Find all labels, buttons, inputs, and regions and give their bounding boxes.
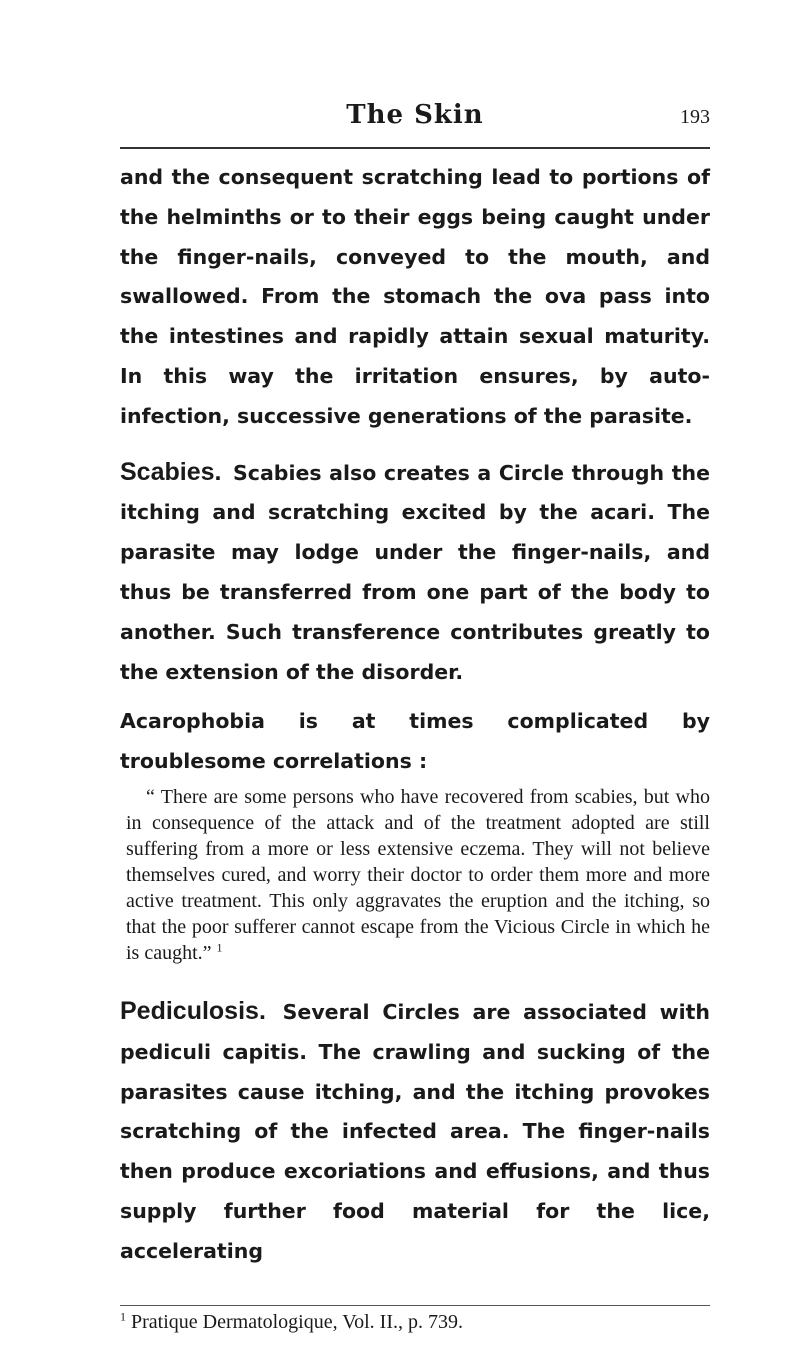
page-number: 193 [680, 106, 710, 128]
body-text [120, 158, 710, 1272]
paragraph-scabies-text: Scabies also creates a Circle through the itching and scratching excited by the acari. The parasite may lodge under the finger-nails, and thus be transferred from one part of the body to another. Such transference contributes greatly to the extension of the disorder. [120, 460, 710, 684]
block-quote-text: “ There are some persons who have recovered from scabies, but who in consequence of the attack and of the treatment adopted are still suffering from a more or less extensive eczema. They will not believe themselves cured, and worry their doctor to order them more and more active treatment. This only aggravates the eruption and the itching, so that the poor sufferer cannot escape from the Vicious Circle in which he is caught.” [126, 785, 710, 964]
paragraph-scabies [120, 453, 710, 693]
paragraph-pediculosis-text: Several Circles are associated with pediculi capitis. The crawling and sucking of the parasites cause itching, and the itching provokes scratching of the infected area. The finger-nails then produce excoriations and effusions, and thus supply further food material for the lice, accelerating [120, 999, 710, 1263]
block-quote [126, 784, 710, 966]
paragraph-helminths: and the consequent scratching lead to portions of the helminths or to their eggs being caught under the finger-nails, conveyed to the mouth, and swallowed. From the stomach the ova pass into the intestines and rapidly attain sexual maturity. In this way the irritation ensures, by auto-infection, successive generations of the parasite. [120, 165, 710, 428]
paragraph-acarophobia: Acarophobia is at times complicated by troublesome correlations : [120, 709, 710, 774]
section-heading-pediculosis: Pediculosis. [120, 996, 266, 1025]
paragraph-pediculosis [120, 992, 710, 1272]
running-head [120, 100, 710, 140]
footnote-rule [120, 1305, 710, 1306]
footnote-marker: 1 [120, 1309, 126, 1324]
section-heading-scabies: Scabies. [120, 457, 222, 486]
footnote-text: Pratique Dermatologique, Vol. II., p. 739. [131, 1311, 463, 1333]
running-title: The Skin [346, 100, 484, 130]
footnote [120, 1311, 710, 1334]
footnote-reference: 1 [216, 940, 223, 955]
header-rule [120, 147, 710, 149]
